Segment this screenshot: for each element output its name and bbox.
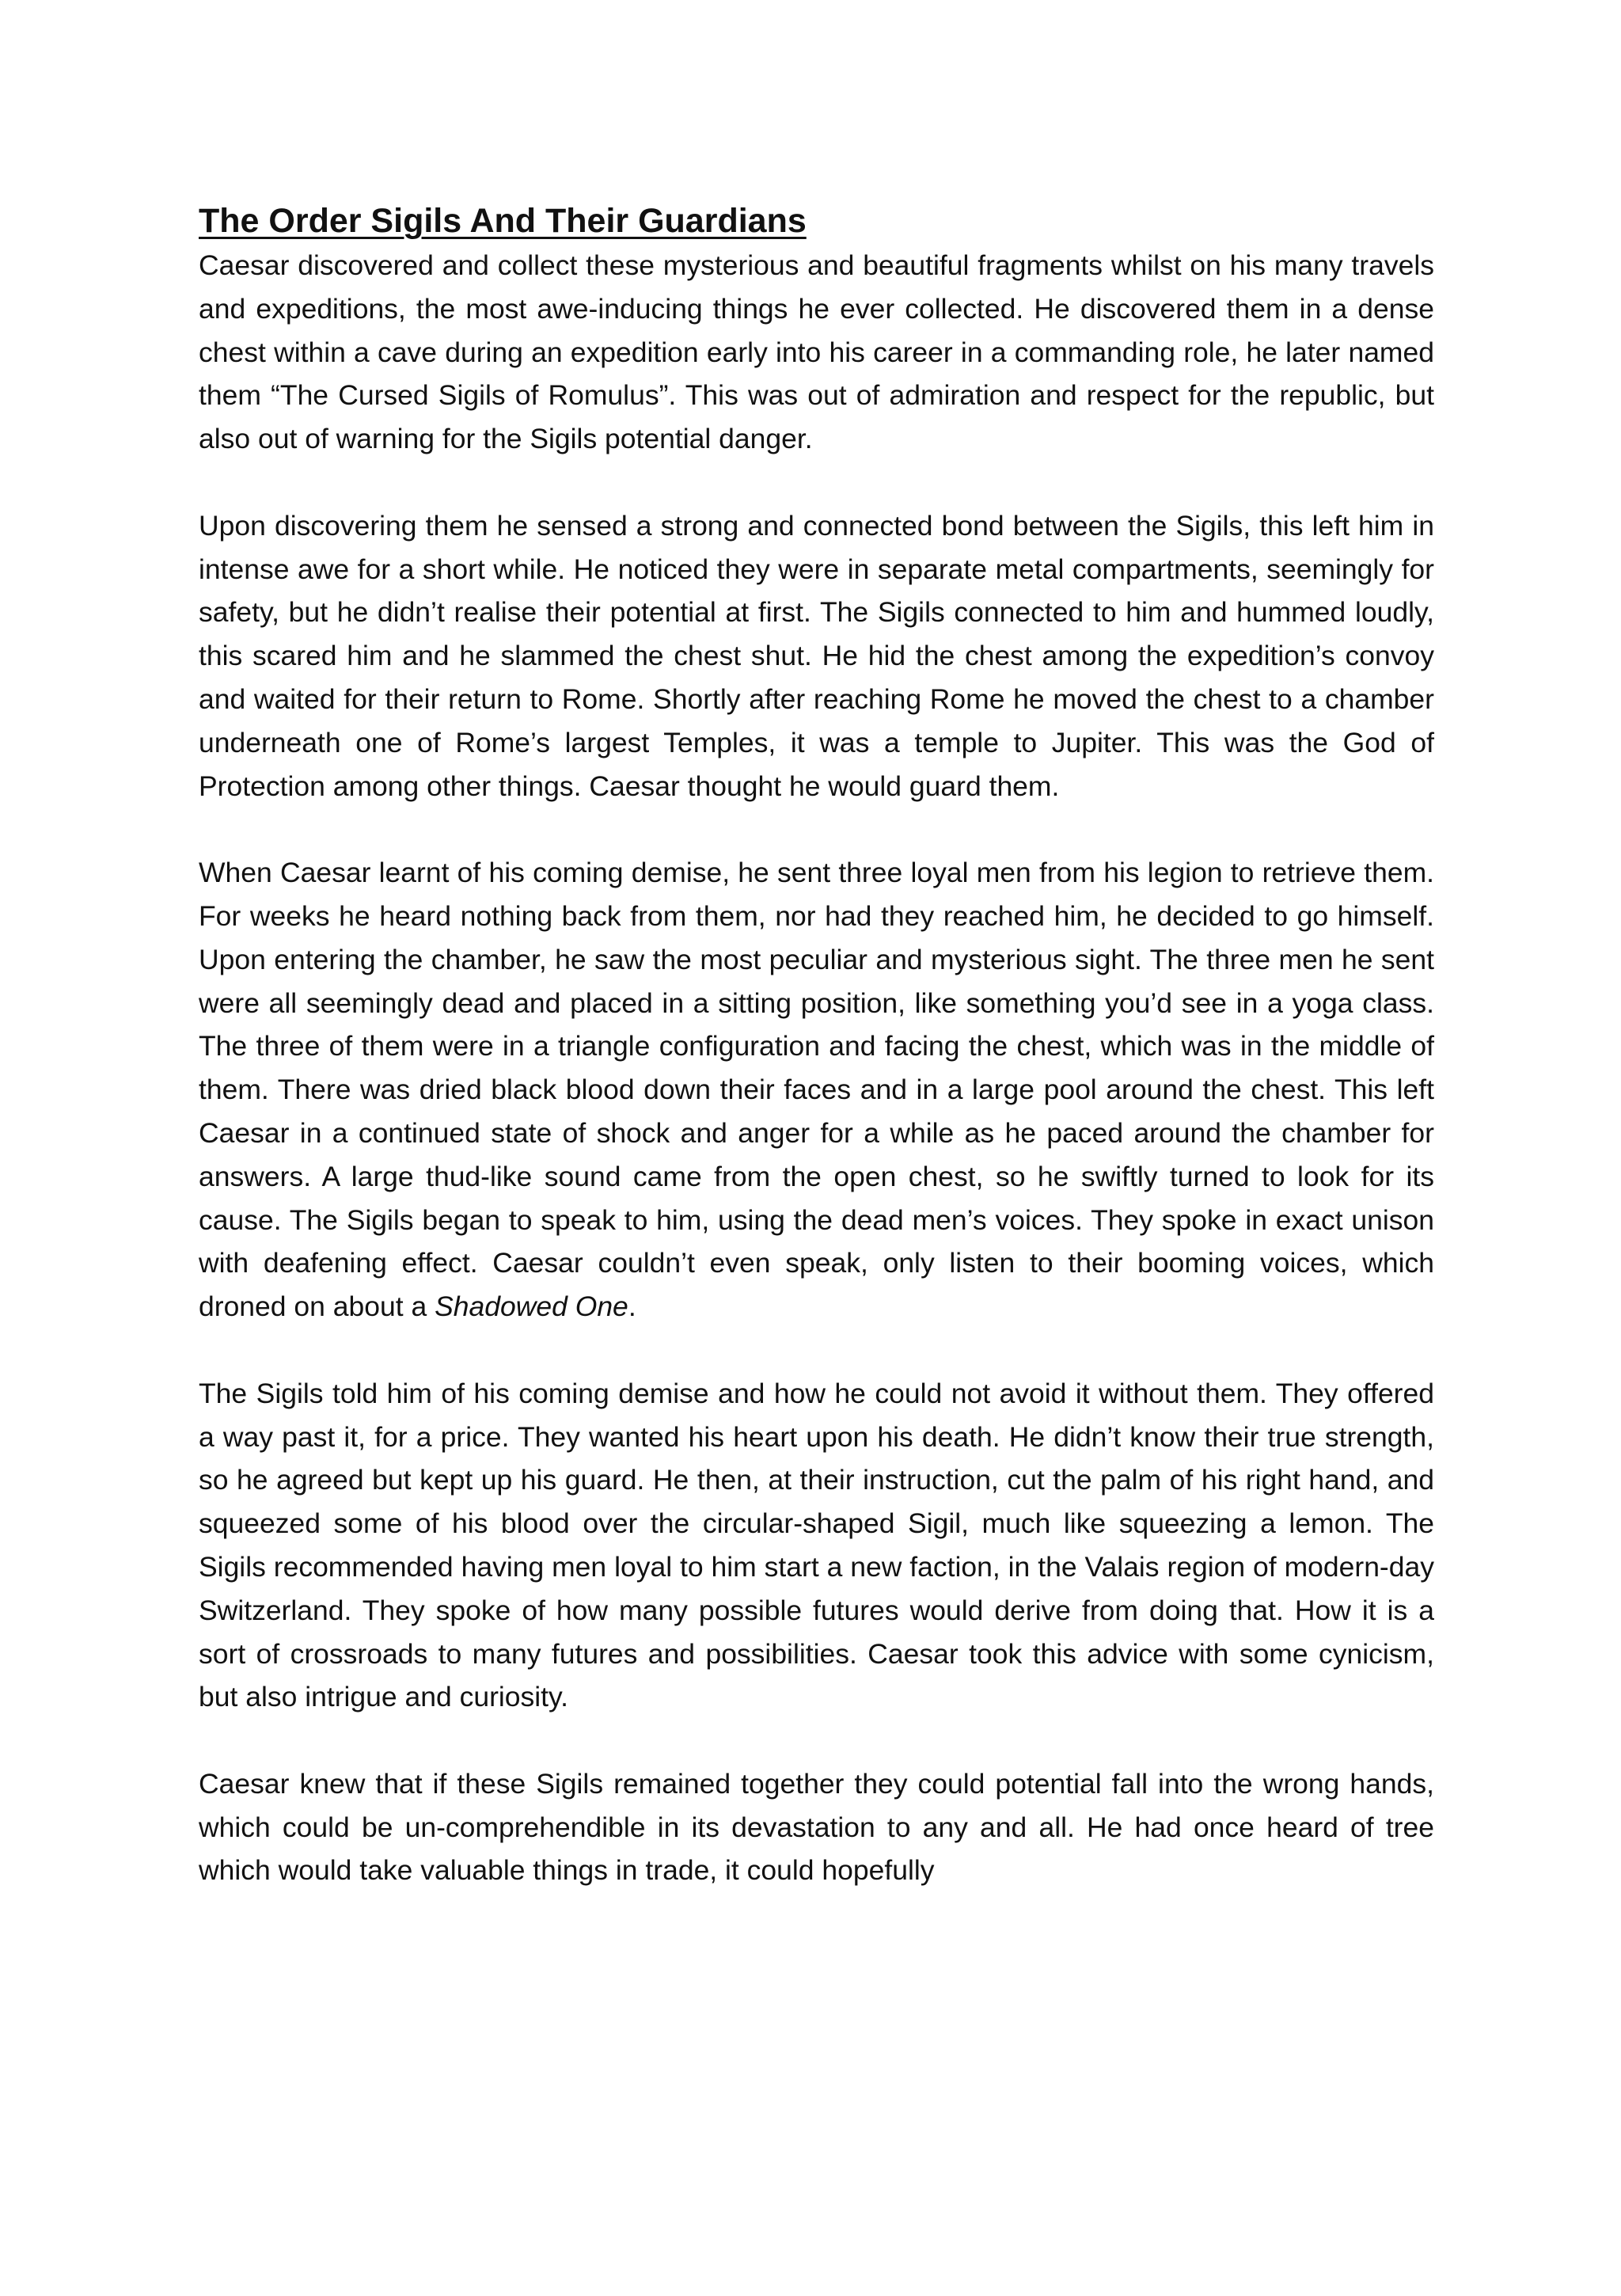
paragraph-2: Upon discovering them he sensed a strong and connected bond between the Sigils, this left him in intense awe for a short while. He noticed they were in separate metal compartments, seemingly for safety, but he didn’t realise their potential at first. The Sigils connected to him and hummed loudly, this scared him and he slammed the chest shut. He hid the chest among the expedition’s convoy and waited for their return to Rome. Shortly after reaching Rome he moved the chest to a chamber underneath one of Rome’s largest Temples, it was a temple to Jupiter. This was the God of Protection among other things. Caesar thought he would guard them.	[199, 509, 1434, 802]
paragraph-3-text: When Caesar learnt of his coming demise, he sent three loyal men from his legion to retrieve them. For weeks he heard nothing back from them, nor had they reached him, he decided to go himself. Upon entering the chamber, he saw the most peculiar and mysterious sight. The three men he sent were all seemingly dead and placed in a sitting position, like something you’d see in a yoga class. The three of them were in a triangle configuration and facing the chest, which was in the middle of them. There was dried black blood down their faces and in a large pool around the chest. This left Caesar in a continued state of shock and anger for a while as he paced around the chamber for answers. A large thud-like sound came from the open chest, so he swiftly turned to look for its cause. The Sigils began to speak to him, using the dead men’s voices. They spoke in exact unison with deafening effect. Caesar couldn’t even speak, only listen to their booming voices, which droned on about a	[199, 857, 1434, 1323]
document-title: The Order Sigils And Their Guardians	[199, 202, 807, 240]
paragraph-3	[199, 851, 1434, 1329]
paragraph-3-tail: .	[628, 1291, 636, 1323]
paragraph-3-emphasis: Shadowed One	[435, 1291, 628, 1323]
paragraph-4: The Sigils told him of his coming demise and how he could not avoid it without them. They offered a way past it, for a price. They wanted his heart upon his death. He didn’t know their true strength, so he agreed but kept up his guard. He then, at their instruction, cut the palm of his right hand, and squeezed some of his blood over the circular-shaped Sigil, much like squeezing a lemon. The Sigils recommended having men loyal to him start a new faction, in the Valais region of modern-day Switzerland. They spoke of how many possible futures would derive from doing that. How it is a sort of crossroads to many futures and possibilities. Caesar took this advice with some cynicism, but also intrigue and curiosity.	[199, 1377, 1434, 1713]
document-page	[199, 198, 1434, 1892]
paragraph-1: Caesar discovered and collect these mysterious and beautiful fragments whilst on his many travels and expeditions, the most awe-inducing things he ever collected. He discovered them in a dense chest within a cave during an expedition early into his career in a commanding role, he later named them “The Cursed Sigils of Romulus”. This was out of admiration and respect for the republic, but also out of warning for the Sigils potential danger.	[199, 249, 1434, 455]
paragraph-5: Caesar knew that if these Sigils remained together they could potential fall into the wrong hands, which could be un-comprehendible in its devastation to any and all. He had once heard of tree which would take valuable things in trade, it could hopefully	[199, 1767, 1434, 1887]
